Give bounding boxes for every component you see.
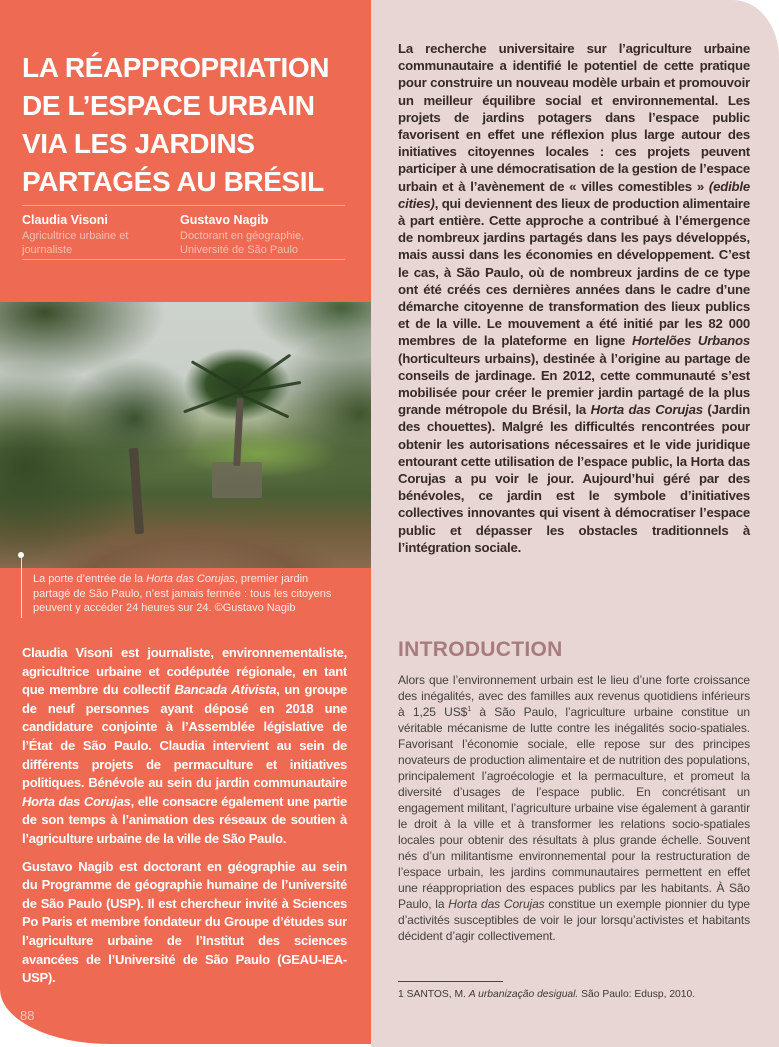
palm-frond (183, 390, 240, 413)
footnote: 1 SANTOS, M. A urbanização desigual. São Paulo: Edusp, 2010. (398, 989, 696, 1000)
author-role: Agricultrice urbaine et journaliste (22, 230, 129, 256)
bio-paragraph: Gustavo Nagib est doctorant en géographie au sein du Programme de géographie humaine de l’université de São Paulo (USP). Il est chercheur invité à Sciences Po Paris et membre fondateur du Groupe d’études sur l’agriculture urbaine de l’Institut des sciences avancées de l’Université de São Paulo (GEAU-IEA-USP). (22, 858, 347, 986)
footnote-divider (398, 981, 503, 982)
right-panel (371, 0, 779, 1047)
garden-photo (0, 302, 371, 568)
bio-paragraph: Claudia Visoni est journaliste, environnementaliste, agricultrice urbaine et codéputée régionale, en tant que membre du collectif Bancada Ativista, un groupe de neuf personnes ayant déposé en 2018 une candidature conjointe à l’Assemblée législative de l’État de São Paulo. Claudia intervient au sein de différents projets de permaculture et initiatives politiques. Bénévole au sein du jardin communautaire Horta das Corujas, elle consacre également une partie de son temps à l’animation des réseaux de soutien à l’agriculture urbaine de la ville de São Paulo. (22, 645, 347, 846)
palm-frond (237, 392, 289, 418)
authors-divider-top (22, 205, 345, 206)
abstract-paragraph: La recherche universitaire sur l’agriculture urbaine communautaire a identifié le potentiel de cette pratique pour construire un nouveau modèle urbain et promouvoir un meilleur équilibre social et environnemental. Les projets de jardins potagers dans l’espace public favorisent en effet une réflexion plus large autour des initiatives citoyennes locales : ces projets peuvent participer à une démocratisation de la gestion de l’espace urbain et à l’avènement de « villes comestibles » (edible cities), qui deviennent des lieux de production alimentaire à part entière. Cette approche a contribué à l’émergence de nombreux jardins partagés dans les pays développés, mais aussi dans les économies en développement. C’est le cas, à São Paulo, où de nombreux jardins de ce type ont été créés ces dernières années dans le cadre d’une démarche citoyenne de transformation des lieux publics et de la ville. Le mouvement a été initié par les 82 000 membres de la plateforme en ligne Hortelões Urbanos (horticulteurs urbains), destinée à l’origine au partage de conseils de jardinage. En 2012, cette communauté s’est mobilisée pour créer le premier jardin partagé de la plus grande métropole du Brésil, la Horta das Corujas (Jardin des chouettes). Malgré les difficultés rencontrées pour obtenir les autorisations nécessaires et le vide juridique entourant cette utilisation de l’espace public, la Horta das Corujas a pu voir le jour. Aujourd’hui géré par des bénévoles, ce jardin est le symbole d’initiatives collectives innovantes qui visent à démocratiser l’espace public et dépasser les obstacles traditionnels à l’intégration sociale. (398, 41, 750, 555)
page-number: 88 (20, 1008, 35, 1023)
palm-tree-trunk (233, 398, 244, 466)
caption-pointer-line (21, 556, 22, 618)
article-title: LA RÉAPPROPRIATION DE L’ESPACE URBAIN VIA LES JARDINS PARTAGÉS AU BRÉSIL (22, 51, 330, 197)
author-block (22, 213, 180, 257)
author-bios (22, 644, 347, 997)
left-panel (0, 0, 371, 1044)
photo-caption: La porte d’entrée de la Horta das Corujas, premier jardin partagé de São Paulo, n’est jamais fermée : tous les citoyens peuvent y accéder 24 heures sur 24. ©Gustavo Nagib (33, 573, 332, 614)
introduction-paragraph: Alors que l’environnement urbain est le lieu d’une forte croissance des inégalités, avec des familles aux revenus quotidiens inférieurs à 1,25 US\$$^1$ à São Paulo, l’agriculture urbaine constitue un véritable mécanisme de lutte contre les inégalités socio-spatiales. Favorisant l’économie sociale, elle repose sur des principes novateurs de production alimentaire et de nutrition des populations, principalement l’agroécologie et la permaculture, et promeut la diversité d’usages de l’espace public. En concrétisant un engagement militant, l’agriculture urbaine vise également à garantir le droit à la ville et à transformer les relations socio-spatiales locales pour obtenir des résultats à plus grande échelle. Souvent nés d’un militantisme environnemental pour la restructuration de l’espace urbain, les jardins communautaires permettent en effet une réappropriation des espaces publics par les habitants. À São Paulo, la Horta das Corujas constitue un exemple pionnier du type d’activités susceptibles de voir le jour lorsqu’activistes et habitants décident d’agir collectivement. (398, 673, 751, 943)
palm-frond (191, 360, 241, 391)
garden-shed (212, 462, 262, 498)
small-palm-trunk (129, 448, 144, 534)
author-block (180, 213, 351, 257)
author-role: Doctorant en géographie, Université de São Paulo (180, 230, 305, 256)
authors-block (22, 213, 351, 257)
author-name: Gustavo Nagib (180, 213, 269, 227)
section-heading-introduction: INTRODUCTION (398, 638, 563, 661)
author-name: Claudia Visoni (22, 213, 108, 227)
authors-divider-bottom (22, 259, 345, 260)
